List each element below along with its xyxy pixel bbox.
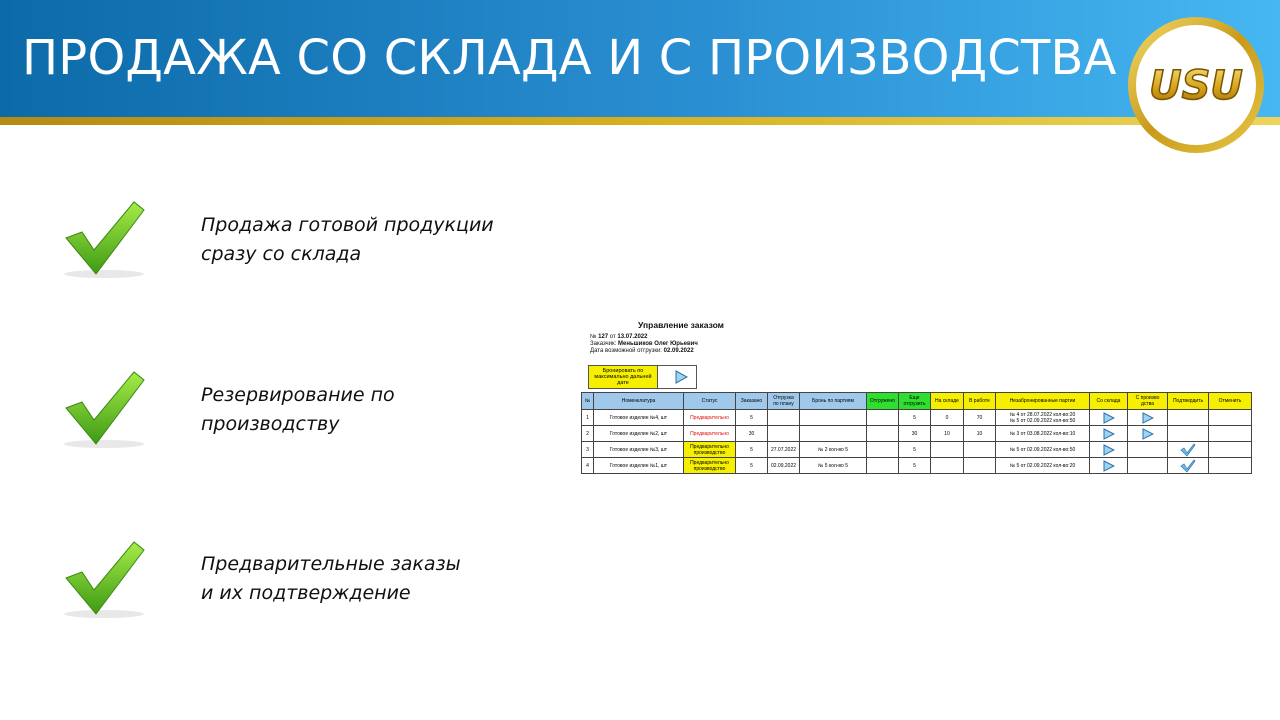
col-ordered: Заказано (736, 393, 768, 410)
table-header-row (582, 393, 1252, 410)
ship-date-label: Дата возможной отгрузки: (590, 348, 662, 354)
cell-shipped (867, 458, 899, 474)
cell-cancel (1209, 426, 1252, 442)
col-in-stock: На складе (931, 393, 964, 410)
cell-status: Предварительно (684, 426, 736, 442)
cell-ordered: 5 (736, 410, 768, 426)
cell-stock (931, 458, 964, 474)
cell-from-production (1128, 442, 1168, 458)
cell-unbooked (996, 442, 1090, 458)
feature-line: производству (201, 413, 340, 435)
feature-text (201, 381, 541, 439)
col-cancel: Отменить (1209, 393, 1252, 410)
cell-item: Готовое изделие №4, шт (594, 410, 684, 426)
cell-remaining: 5 (899, 410, 931, 426)
cell-item: Готовое изделие №2, шт (594, 426, 684, 442)
cell-shipped (867, 442, 899, 458)
ship-date: 02.09.2022 (663, 348, 694, 354)
cell-from-stock (1090, 426, 1128, 442)
cell-stock: 0 (931, 410, 964, 426)
col-shipped: Отгружено (867, 393, 899, 410)
cell-confirm (1168, 410, 1209, 426)
checkmark-icon (56, 196, 152, 280)
cell-status: Предварительно производство (684, 458, 736, 474)
cell-booked (800, 410, 867, 426)
cell-shipped (867, 410, 899, 426)
cell-from-stock (1090, 442, 1128, 458)
cell-from-production (1128, 426, 1168, 442)
col-batch-booking: Бронь по партиям (800, 393, 867, 410)
cell-plan (768, 410, 800, 426)
table-row (582, 426, 1252, 442)
cell-number: 3 (582, 442, 594, 458)
cell-stock: 10 (931, 426, 964, 442)
table-row (582, 458, 1252, 474)
cell-stock (931, 442, 964, 458)
play-button-icon[interactable] (1103, 412, 1115, 424)
cell-work (964, 458, 996, 474)
play-button-icon[interactable] (1103, 444, 1115, 456)
cell-plan: 27.07.2022 (768, 442, 800, 458)
feature-line: Резервирование по (201, 384, 395, 406)
form-title: Управление заказом (638, 320, 724, 330)
cell-item: Готовое изделие №3, шт (594, 442, 684, 458)
cell-number: 4 (582, 458, 594, 474)
cell-booked: № 2 кол-во 5 (800, 442, 867, 458)
confirm-check-icon[interactable] (1180, 443, 1196, 457)
cell-unbooked (996, 410, 1090, 426)
logo-text: USU (1149, 63, 1243, 109)
table-row (582, 442, 1252, 458)
cell-confirm (1168, 458, 1209, 474)
cell-booked: № 5 кол-во 5 (800, 458, 867, 474)
gold-divider (0, 117, 1280, 125)
feature-text (201, 211, 541, 269)
play-button-icon[interactable] (1103, 460, 1115, 472)
cell-remaining: 30 (899, 426, 931, 442)
col-unbooked-batches: Незабронированные партии (996, 393, 1090, 410)
feature-line: Продажа готовой продукции (201, 214, 494, 236)
order-info (590, 334, 698, 355)
from-label: от (609, 334, 616, 340)
cell-confirm (1168, 426, 1209, 442)
col-in-work: В работе (964, 393, 996, 410)
book-by-max-date-control[interactable] (588, 365, 697, 389)
col-from-production: С произво дства (1128, 393, 1168, 410)
cell-status: Предварительно производство (684, 442, 736, 458)
unbooked-batch: № 5 от 02.09.2022 кол-во:50 (1009, 446, 1076, 453)
feature-text (201, 550, 541, 608)
customer-name: Меньшиков Олег Юрьевич (617, 341, 698, 347)
cell-confirm (1168, 442, 1209, 458)
number-label: № (590, 334, 597, 340)
order-date: 13.07.2022 (617, 334, 648, 340)
cell-cancel (1209, 458, 1252, 474)
col-item: Номенклатура (594, 393, 684, 410)
col-number: № (582, 393, 594, 410)
orders-table (581, 392, 1252, 474)
cell-unbooked (996, 426, 1090, 442)
unbooked-batch: № 4 от 28.07.2022 кол-во:20 (1009, 411, 1076, 418)
cell-booked (800, 426, 867, 442)
col-status: Статус (684, 393, 736, 410)
play-button-icon[interactable] (1142, 428, 1154, 440)
cell-from-production (1128, 410, 1168, 426)
order-management-form (580, 318, 1252, 478)
cell-work: 70 (964, 410, 996, 426)
cell-plan: 02.09.2022 (768, 458, 800, 474)
confirm-check-icon[interactable] (1180, 459, 1196, 473)
cell-from-stock (1090, 458, 1128, 474)
customer-label: Заказчик: (590, 341, 617, 347)
cell-from-stock (1090, 410, 1128, 426)
col-to-ship: Еще отгрузить (899, 393, 931, 410)
col-planned-shipment: Отгрузка по плану (768, 393, 800, 410)
cell-unbooked (996, 458, 1090, 474)
checkmark-icon (56, 366, 152, 450)
unbooked-batch: № 5 от 02.09.2022 кол-во:50 (1009, 417, 1076, 424)
feature-line: сразу со склада (201, 243, 362, 265)
play-button-icon[interactable] (1142, 412, 1154, 424)
cell-cancel (1209, 442, 1252, 458)
cell-item: Готовое изделие №1, шт (594, 458, 684, 474)
order-number: 127 (598, 334, 609, 340)
cell-shipped (867, 426, 899, 442)
book-button-label: Бронировать по максимально дальней дате (589, 366, 658, 388)
cell-plan (768, 426, 800, 442)
cell-work: 10 (964, 426, 996, 442)
cell-ordered: 5 (736, 458, 768, 474)
cell-remaining: 5 (899, 458, 931, 474)
cell-cancel (1209, 410, 1252, 426)
cell-status: Предварительно (684, 410, 736, 426)
col-confirm: Подтвердить (1168, 393, 1209, 410)
cell-number: 2 (582, 426, 594, 442)
cell-work (964, 442, 996, 458)
cell-remaining: 5 (899, 442, 931, 458)
cell-ordered: 5 (736, 442, 768, 458)
play-button-icon[interactable] (1103, 428, 1115, 440)
cell-ordered: 30 (736, 426, 768, 442)
col-from-stock: Со склада (1090, 393, 1128, 410)
page-title: ПРОДАЖА СО СКЛАДА И С ПРОИЗВОДСТВА (22, 30, 1117, 86)
feature-line: и их подтверждение (201, 582, 411, 604)
table-row (582, 410, 1252, 426)
checkmark-icon (56, 536, 152, 620)
cell-from-production (1128, 458, 1168, 474)
feature-line: Предварительные заказы (201, 553, 461, 575)
play-button-icon[interactable] (674, 370, 688, 384)
unbooked-batch: № 3 от 03.08.2022 кол-во:10 (1009, 430, 1076, 437)
unbooked-batch: № 5 от 02.09.2022 кол-во:20 (1009, 462, 1076, 469)
usu-logo (1126, 15, 1266, 155)
cell-number: 1 (582, 410, 594, 426)
